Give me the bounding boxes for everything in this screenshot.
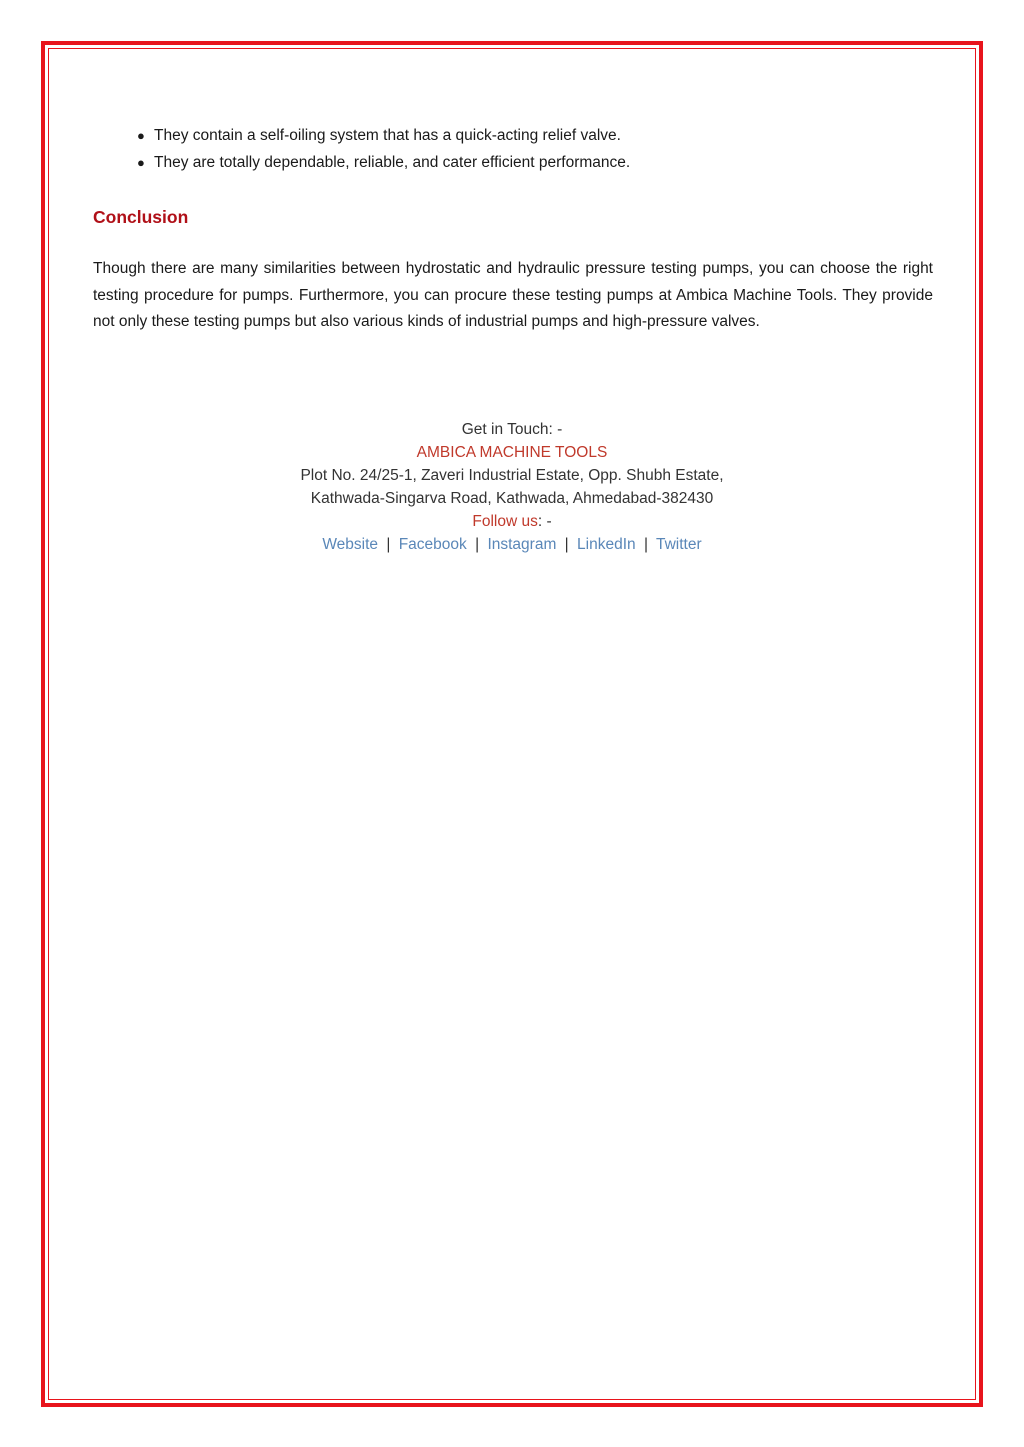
follow-us-line [48,510,976,533]
follow-us-suffix: : - [537,513,552,530]
conclusion-paragraph: Though there are many similarities between hydrostatic and hydraulic pressure testing pumps, you can choose the right testing procedure for pumps. Furthermore, you can procure these testing pumps at Ambica Machine Tools. They provide not only these testing pumps but also various kinds of industrial pumps and high-pressure valves. [93,260,933,330]
link-separator: | [475,536,480,553]
list-item-text: They are totally dependable, reliable, and cater efficient performance. [154,154,631,171]
bullet-icon: ● [137,128,145,143]
get-in-touch-label: Get in Touch: - [461,421,563,438]
list-item-text: They contain a self-oiling system that has a quick-acting relief valve. [154,127,621,144]
list-item [93,122,933,149]
conclusion-heading: Conclusion [93,207,189,227]
address-line-1: Plot No. 24/25-1, Zaveri Industrial Estate, Opp. Shubh Estate, [300,467,724,484]
document-content [93,122,933,336]
contact-block [48,418,976,556]
link-separator: | [386,536,391,553]
instagram-link[interactable]: Instagram [487,536,557,553]
address-line-2: Kathwada-Singarva Road, Kathwada, Ahmedabad-382430 [310,490,714,507]
list-item [93,149,933,176]
link-separator: | [564,536,569,553]
website-link[interactable]: Website [322,536,379,553]
follow-us-label: Follow us [472,513,538,530]
company-name: AMBICA MACHINE TOOLS [416,444,608,461]
social-links [48,533,976,556]
link-separator: | [643,536,648,553]
feature-list [93,122,933,176]
twitter-link[interactable]: Twitter [656,536,702,553]
linkedin-link[interactable]: LinkedIn [577,536,636,553]
facebook-link[interactable]: Facebook [398,536,467,553]
bullet-icon: ● [137,155,145,170]
